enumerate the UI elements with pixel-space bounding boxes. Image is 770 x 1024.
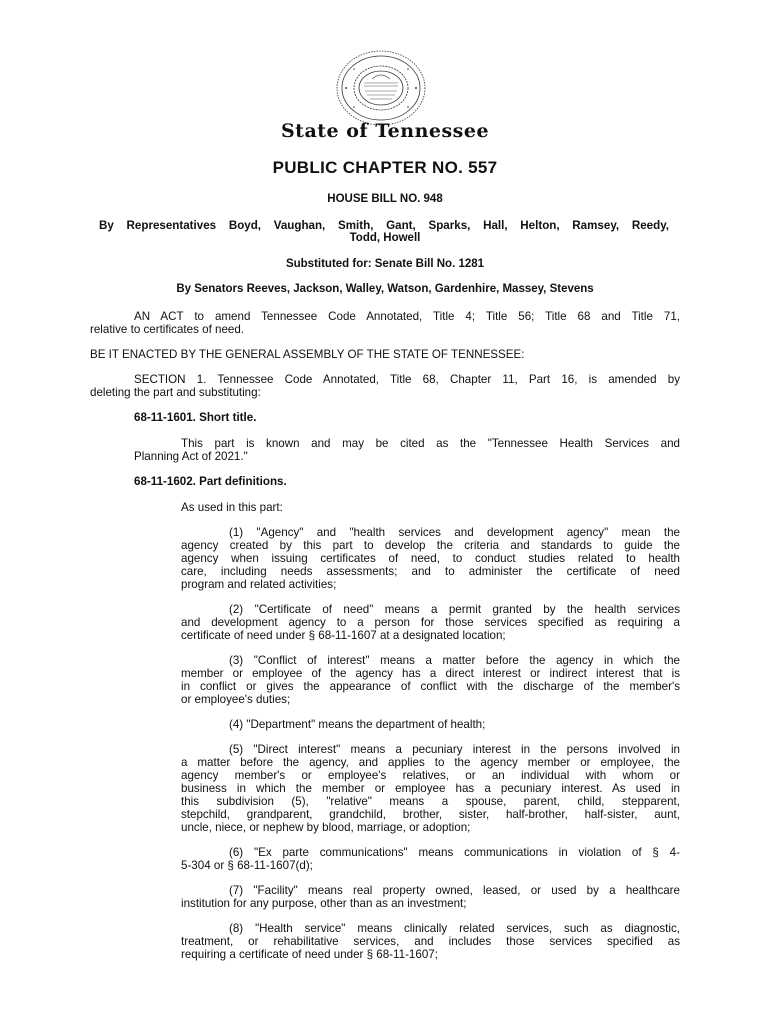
definition-line: agency when issuing certificates of need, to conduct studies related to health [181, 552, 680, 565]
definition-line: 5-304 or § 68-11-1607(d); [181, 859, 313, 872]
representatives-line-2: Todd, Howell [349, 232, 421, 244]
state-title: State of Tennessee [280, 120, 490, 142]
chapter-heading: PUBLIC CHAPTER NO. 557 [272, 158, 498, 177]
definition-line: (2) "Certificate of need" means a permit granted by the health services [229, 603, 680, 616]
definition-line: uncle, niece, or nephew by blood, marriage, or adoption; [181, 821, 471, 834]
definition-line: or employee's duties; [181, 693, 291, 706]
definition-line: treatment, or rehabilitative services, and includes those services specified as [181, 935, 680, 948]
short-title-line-1: This part is known and may be cited as the "Tennessee Health Services and [181, 437, 680, 450]
section-heading-1602: 68-11-1602. Part definitions. [134, 475, 287, 488]
act-line-2: relative to certificates of need. [90, 323, 245, 336]
definition-line: program and related activities; [181, 578, 337, 591]
section1-line-1: SECTION 1. Tennessee Code Annotated, Title 68, Chapter 11, Part 16, is amended by [134, 373, 680, 386]
definition-line: member or employee of the agency has a direct interest or indirect interest that is [181, 667, 680, 680]
definition-line: certificate of need under § 68-11-1607 at a designated location; [181, 629, 506, 642]
representatives-line-1: By Representatives Boyd, Vaughan, Smith, Gant, Sparks, Hall, Helton, Ramsey, Reedy, [99, 219, 669, 232]
definition-line: (5) "Direct interest" means a pecuniary interest in the persons involved in [229, 743, 680, 756]
definition-line: agency created by this part to develop the criteria and standards to guide the [181, 539, 680, 552]
definition-line: requiring a certificate of need under § 68-11-1607; [181, 948, 438, 961]
definition-line: and development agency to a person for those services specified as requiring a [181, 616, 680, 629]
definition-line: stepchild, grandparent, grandchild, brother, sister, half-brother, half-sister, aunt, [181, 808, 680, 821]
substituted-line: Substituted for: Senate Bill No. 1281 [285, 258, 485, 270]
definition-line: (4) "Department" means the department of health; [229, 718, 486, 731]
definition-line: this subdivision (5), "relative" means a spouse, parent, child, stepparent, [181, 795, 680, 808]
act-line-1: AN ACT to amend Tennessee Code Annotated, Title 4; Title 56; Title 68 and Title 71, [134, 310, 680, 323]
definition-line: care, including needs assessments; and to administer the certificate of need [181, 565, 680, 578]
definition-line: (8) "Health service" means clinically related services, such as diagnostic, [229, 922, 680, 935]
short-title-line-2: Planning Act of 2021." [134, 450, 248, 463]
definition-line: (6) "Ex parte communications" means communications in violation of § 4- [229, 846, 680, 859]
bill-number: HOUSE BILL NO. 948 [327, 193, 443, 205]
definition-line: (1) "Agency" and "health services and development agency" mean the [229, 526, 680, 539]
definition-line: agency member's or employee's relatives, or an individual with whom or [181, 769, 680, 782]
definition-line: a matter before the agency, and applies to the agency member or employee, the [181, 756, 680, 769]
definition-line: (3) "Conflict of interest" means a matter before the agency in which the [229, 654, 680, 667]
section-heading-1601: 68-11-1601. Short title. [134, 411, 257, 424]
enacting-clause: BE IT ENACTED BY THE GENERAL ASSEMBLY OF THE STATE OF TENNESSEE: [90, 348, 525, 361]
definition-line: institution for any purpose, other than as an investment; [181, 897, 467, 910]
definitions-intro: As used in this part: [181, 501, 283, 514]
tennessee-state-seal-icon [334, 49, 428, 127]
definition-line: (7) "Facility" means real property owned, leased, or used by a healthcare [229, 884, 680, 897]
section1-line-2: deleting the part and substituting: [90, 386, 261, 399]
definition-line: business in which the member or employee has a pecuniary interest. As used in [181, 782, 680, 795]
definition-line: in conflict or gives the appearance of conflict with the discharge of the member's [181, 680, 680, 693]
senators-line: By Senators Reeves, Jackson, Walley, Watson, Gardenhire, Massey, Stevens [176, 283, 594, 295]
